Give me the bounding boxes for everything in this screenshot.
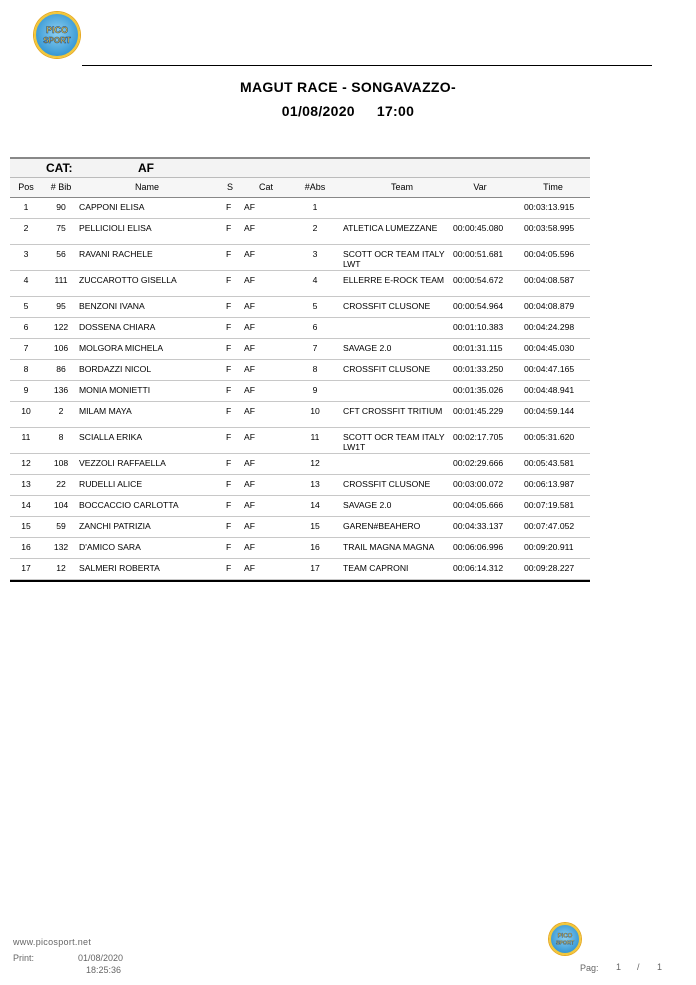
page-total: 1 (657, 962, 663, 972)
bib-cell: 104 (53, 500, 69, 510)
bib-cell: 22 (56, 479, 66, 489)
sex-cell: F (226, 275, 232, 285)
table-row (10, 402, 590, 428)
pos-cell: 9 (23, 385, 29, 395)
col-name: Name (134, 182, 159, 192)
abs-position-cell: 2 (312, 223, 318, 233)
footer-url: www.picosport.net (13, 937, 92, 947)
athlete-name: DOSSENA CHIARA (79, 322, 156, 332)
pos-cell: 10 (21, 406, 31, 416)
bib-cell: 122 (53, 322, 69, 332)
category-cell: AF (244, 364, 255, 374)
table-row (10, 381, 590, 402)
picosport-logo (34, 12, 80, 58)
abs-position-cell: 12 (310, 458, 320, 468)
picosport-logo-small (549, 923, 581, 955)
athlete-name: BORDAZZI NICOL (79, 364, 152, 374)
athlete-name: SALMERI ROBERTA (79, 563, 160, 573)
abs-position-cell: 1 (312, 202, 318, 212)
category-cell: AF (244, 406, 255, 416)
category-cell: AF (244, 322, 255, 332)
bib-cell: 2 (58, 406, 64, 416)
gap-time: 00:06:14.312 (453, 563, 504, 573)
table-row (10, 454, 590, 475)
gap-time: 00:02:17.705 (453, 432, 504, 442)
finish-time: 00:07:19.581 (524, 500, 575, 510)
table-row (10, 559, 590, 580)
finish-time: 00:04:45.030 (524, 343, 575, 353)
category-cell: AF (244, 542, 255, 552)
sex-cell: F (226, 521, 232, 531)
finish-time: 00:06:13.987 (524, 479, 575, 489)
finish-time: 00:04:08.879 (524, 301, 575, 311)
category-cell: AF (244, 343, 255, 353)
logo-artwork (36, 14, 78, 56)
pos-cell: 6 (23, 322, 29, 332)
athlete-name: BENZONI IVANA (79, 301, 145, 311)
finish-time: 00:07:47.052 (524, 521, 575, 531)
sex-cell: F (226, 479, 232, 489)
category-cell: AF (244, 500, 255, 510)
sex-cell: F (226, 202, 232, 212)
event-date: 01/08/2020 (281, 103, 355, 119)
table-row (10, 428, 590, 454)
pos-cell: 2 (23, 223, 29, 233)
gap-time: 00:00:54.964 (453, 301, 504, 311)
col-team: Team (390, 182, 413, 192)
athlete-name: MOLGORA MICHELA (79, 343, 164, 353)
event-title: MAGUT RACE - SONGAVAZZO- (240, 79, 456, 95)
category-cell: AF (244, 521, 255, 531)
sex-cell: F (226, 406, 232, 416)
team-name: CROSSFIT CLUSONE (343, 301, 431, 311)
col-pos: Pos (18, 182, 34, 192)
team-name: CROSSFIT CLUSONE (343, 479, 431, 489)
category-cell: AF (244, 479, 255, 489)
category-cell: AF (244, 432, 255, 442)
sex-cell: F (226, 563, 232, 573)
table-row (10, 245, 590, 271)
bib-cell: 75 (56, 223, 66, 233)
athlete-name: VEZZOLI RAFFAELLA (79, 458, 166, 468)
sex-cell: F (226, 249, 232, 259)
finish-time: 00:04:05.596 (524, 249, 575, 259)
col-var: Var (473, 182, 487, 192)
results-header (10, 177, 590, 198)
table-row (10, 318, 590, 339)
abs-position-cell: 17 (310, 563, 320, 573)
team-name: TEAM CAPRONI (343, 563, 409, 573)
col-sex: S (226, 182, 233, 192)
gap-time: 00:06:06.996 (453, 542, 504, 552)
team-name: GAREN#BEAHERO (343, 521, 421, 531)
category-cell: AF (244, 458, 255, 468)
finish-time: 00:09:28.227 (524, 563, 575, 573)
col-bib: # Bib (50, 182, 72, 192)
page-current: 1 (616, 962, 622, 972)
finish-time: 00:04:08.587 (524, 275, 575, 285)
sex-cell: F (226, 223, 232, 233)
athlete-name: ZANCHI PATRIZIA (79, 521, 151, 531)
abs-position-cell: 8 (312, 364, 318, 374)
print-date: 01/08/2020 (78, 953, 124, 963)
athlete-name: RAVANI RACHELE (79, 249, 153, 259)
pos-cell: 4 (23, 275, 29, 285)
abs-position-cell: 16 (310, 542, 320, 552)
athlete-name: ZUCCAROTTO GISELLA (79, 275, 177, 285)
finish-time: 00:04:59.144 (524, 406, 575, 416)
pos-cell: 15 (21, 521, 31, 531)
category-cell: AF (244, 563, 255, 573)
bib-cell: 95 (56, 301, 66, 311)
abs-position-cell: 11 (310, 432, 320, 442)
finish-time: 00:04:47.165 (524, 364, 575, 374)
sex-cell: F (226, 385, 232, 395)
athlete-name: SCIALLA ERIKA (79, 432, 143, 442)
sex-cell: F (226, 458, 232, 468)
print-time: 18:25:36 (86, 965, 122, 975)
team-name: SCOTT OCR TEAM ITALY LWT (343, 249, 445, 269)
sex-cell: F (226, 432, 232, 442)
table-row (10, 339, 590, 360)
table-row (10, 360, 590, 381)
sex-cell: F (226, 322, 232, 332)
finish-time: 00:04:48.941 (524, 385, 575, 395)
gap-time: 00:01:35.026 (453, 385, 504, 395)
category-value: AF (138, 161, 154, 175)
col-abs: #Abs (304, 182, 326, 192)
header-rule (82, 65, 652, 66)
table-row (10, 271, 590, 297)
finish-time: 00:09:20.911 (524, 542, 574, 552)
team-name: ATLETICA LUMEZZANE (343, 223, 438, 233)
category-cell: AF (244, 301, 255, 311)
gap-time: 00:00:54.672 (453, 275, 504, 285)
table-row (10, 219, 590, 245)
category-label: CAT: (46, 161, 73, 175)
team-name: SAVAGE 2.0 (343, 343, 392, 353)
finish-time: 00:03:58.995 (524, 223, 575, 233)
pos-cell: 11 (21, 432, 31, 442)
team-name: CFT CROSSFIT TRITIUM (343, 406, 443, 416)
team-name: TRAIL MAGNA MAGNA (343, 542, 435, 552)
sex-cell: F (226, 301, 232, 311)
category-cell: AF (244, 249, 255, 259)
event-datetime (0, 103, 696, 119)
abs-position-cell: 9 (312, 385, 318, 395)
pos-cell: 12 (21, 458, 31, 468)
abs-position-cell: 3 (312, 249, 318, 259)
bib-cell: 90 (56, 202, 66, 212)
bib-cell: 111 (54, 275, 68, 285)
pos-cell: 14 (21, 500, 31, 510)
team-name: ELLERRE E-ROCK TEAM (343, 275, 445, 285)
table-row (10, 475, 590, 496)
pos-cell: 5 (23, 301, 29, 311)
results-table (10, 198, 590, 580)
finish-time: 00:05:31.620 (524, 432, 575, 442)
abs-position-cell: 5 (312, 301, 318, 311)
category-cell: AF (244, 202, 255, 212)
pos-cell: 1 (23, 202, 29, 212)
gap-time: 00:01:33.250 (453, 364, 504, 374)
sex-cell: F (226, 364, 232, 374)
table-row (10, 297, 590, 318)
finish-time: 00:05:43.581 (524, 458, 575, 468)
pos-cell: 7 (23, 343, 29, 353)
table-row (10, 517, 590, 538)
abs-position-cell: 7 (312, 343, 318, 353)
category-cell: AF (244, 223, 255, 233)
gap-time: 00:04:33.137 (453, 521, 504, 531)
abs-position-cell: 13 (310, 479, 320, 489)
table-bottom-rule (10, 580, 590, 582)
pos-cell: 3 (23, 249, 29, 259)
col-time: Time (543, 182, 563, 192)
abs-position-cell: 14 (310, 500, 320, 510)
gap-time: 00:00:51.681 (453, 249, 504, 259)
svg-text:PICO: PICO (557, 933, 573, 940)
col-cat: Cat (258, 182, 273, 192)
abs-position-cell: 4 (312, 275, 318, 285)
team-name: CROSSFIT CLUSONE (343, 364, 431, 374)
gap-time: 00:01:45.229 (453, 406, 504, 416)
athlete-name: D'AMICO SARA (79, 542, 141, 552)
event-time: 17:00 (376, 103, 415, 119)
bib-cell: 108 (53, 458, 69, 468)
finish-time: 00:04:24.298 (524, 322, 575, 332)
athlete-name: CAPPONI ELISA (79, 202, 145, 212)
bib-cell: 56 (56, 249, 66, 259)
print-label: Print: (13, 953, 35, 963)
gap-time: 00:01:10.383 (453, 322, 504, 332)
team-name: SCOTT OCR TEAM ITALY LW1T (343, 432, 445, 452)
pos-cell: 17 (21, 563, 31, 573)
athlete-name: MILAM MAYA (79, 406, 132, 416)
abs-position-cell: 6 (312, 322, 318, 332)
abs-position-cell: 15 (310, 521, 320, 531)
bib-cell: 59 (56, 521, 66, 531)
abs-position-cell: 10 (310, 406, 320, 416)
pos-cell: 8 (23, 364, 29, 374)
bib-cell: 106 (53, 343, 69, 353)
category-cell: AF (244, 385, 255, 395)
logo-artwork-small (551, 925, 579, 953)
category-bar (10, 157, 590, 179)
svg-text:PICO: PICO (45, 25, 69, 35)
team-name: SAVAGE 2.0 (343, 500, 392, 510)
bib-cell: 136 (53, 385, 69, 395)
athlete-name: PELLICIOLI ELISA (79, 223, 152, 233)
table-row (10, 496, 590, 517)
pos-cell: 16 (21, 542, 31, 552)
gap-time: 00:03:00.072 (453, 479, 504, 489)
finish-time: 00:03:13.915 (524, 202, 575, 212)
bib-cell: 132 (53, 542, 69, 552)
page-separator: / (637, 962, 640, 972)
bib-cell: 8 (58, 432, 64, 442)
sex-cell: F (226, 542, 232, 552)
bib-cell: 12 (56, 563, 66, 573)
svg-text:SPORT: SPORT (555, 940, 575, 947)
gap-time: 00:00:45.080 (453, 223, 504, 233)
athlete-name: RUDELLI ALICE (79, 479, 143, 489)
gap-time: 00:02:29.666 (453, 458, 504, 468)
gap-time: 00:04:05.666 (453, 500, 504, 510)
athlete-name: BOCCACCIO CARLOTTA (79, 500, 179, 510)
athlete-name: MONIA MONIETTI (79, 385, 151, 395)
gap-time: 00:01:31.115 (453, 343, 503, 353)
sex-cell: F (226, 343, 232, 353)
pos-cell: 13 (21, 479, 31, 489)
table-row (10, 538, 590, 559)
sex-cell: F (226, 500, 232, 510)
page-label: Pag: (580, 963, 599, 973)
category-cell: AF (244, 275, 255, 285)
svg-text:SPORT: SPORT (43, 36, 71, 45)
table-row (10, 198, 590, 219)
bib-cell: 86 (56, 364, 66, 374)
